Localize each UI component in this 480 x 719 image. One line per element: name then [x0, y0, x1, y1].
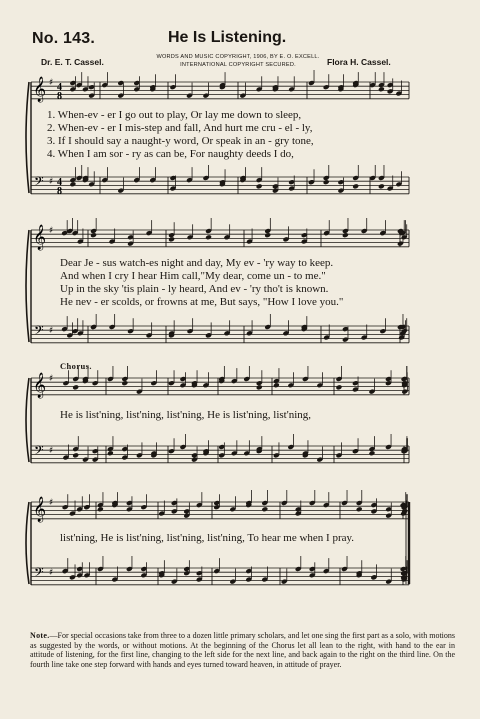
note-label: Note.	[30, 631, 50, 640]
system-3-treble-notehead	[336, 384, 343, 390]
hymn-title: He Is Listening.	[168, 29, 287, 46]
chorus-lyric: list'ning, He is list'ning, list'ning, list'ning, To hear me when I pray.	[60, 532, 355, 544]
composer-credit: Dr. E. T. Cassel.	[41, 57, 104, 67]
system-1-treble-timesig-bottom: 8	[57, 91, 62, 102]
system-4-brace	[26, 502, 29, 584]
system-2-treble-notehead	[90, 232, 97, 238]
system-3-bass-notehead	[72, 452, 79, 458]
copyright-line: INTERNATIONAL COPYRIGHT SECURED.	[180, 61, 296, 68]
system-1-bass-key-sharp: ♯	[49, 177, 54, 187]
performance-note	[30, 631, 455, 669]
verse-lyric: 1. When-ev - er I go out to play, Or lay me down to sleep,	[47, 109, 302, 121]
system-1-bass-notehead	[352, 183, 359, 189]
system-2-bass-key-sharp: ♯	[49, 326, 54, 336]
system-1-treble-treble-clef: 𝄞	[33, 77, 47, 102]
system-1-bass-notehead	[69, 181, 76, 187]
system-3-bass-bass-clef: 𝄢	[34, 443, 44, 461]
system-2-bass-bass-clef: 𝄢	[34, 323, 44, 341]
verse-lyric: Dear Je - sus watch-es night and day, My ev - 'ry way to keep.	[60, 257, 334, 269]
system-3-treble-notehead	[256, 384, 263, 390]
verse-lyric: 2. When-ev - er I mis-step and fall, And hurt me cru - el - ly,	[47, 122, 313, 134]
system-3-bass-notehead	[369, 450, 376, 456]
system-3-treble-notehead	[273, 382, 280, 388]
verse-lyric: And when I cry I hear Him call,"My dear, come un - to me."	[60, 270, 326, 282]
system-3-bass-key-sharp: ♯	[49, 446, 54, 456]
system-3-treble-key-sharp: ♯	[49, 374, 54, 384]
verse-lyric: 3. If I should say a naught-y word, Or speak in an - gry tone,	[47, 135, 314, 147]
system-4-treble-notehead	[356, 506, 363, 512]
verse-lyric: Up in the sky 'tis plain - ly heard, And ev - 'ry tho't is known.	[60, 283, 329, 295]
system-2-treble-notehead	[264, 232, 271, 238]
system-3-brace	[26, 378, 29, 462]
system-1-bass-notehead	[256, 183, 263, 189]
system-4-bass-key-sharp: ♯	[49, 568, 54, 578]
system-2-treble-notehead	[342, 232, 349, 238]
system-2-treble-treble-clef: 𝄞	[33, 225, 47, 250]
system-4-treble-key-sharp: ♯	[49, 498, 54, 508]
system-1-bass-bass-clef: 𝄢	[34, 174, 44, 192]
chorus-lyric: He is list'ning, list'ning, list'ning, He is list'ning, list'ning,	[60, 409, 312, 421]
system-1-bass-timesig-top: 4	[57, 177, 62, 188]
system-1-treble-timesig-top: 4	[57, 82, 62, 93]
system-4-treble-notehead	[97, 506, 104, 512]
verse-lyric: He nev - er scolds, or frowns at me, But says, "How I love you."	[60, 296, 344, 308]
system-1-bass-notehead	[378, 183, 385, 189]
system-4-treble-treble-clef: 𝄞	[33, 497, 47, 522]
chorus-label: Chorus.	[60, 361, 92, 371]
copyright-line: WORDS AND MUSIC COPYRIGHT, 1906, BY E. O. EXCELL.	[156, 54, 320, 60]
system-3-treble-notehead	[121, 380, 128, 386]
system-3-treble-notehead	[72, 384, 79, 390]
system-1-treble-notehead	[378, 86, 385, 92]
system-2-treble-key-sharp: ♯	[49, 226, 54, 236]
system-2-brace	[26, 230, 29, 342]
system-4-treble-notehead	[261, 506, 268, 512]
hymn-number: No. 143.	[32, 30, 95, 47]
author-credit: Flora H. Cassel.	[327, 57, 391, 67]
system-2-treble-notehead	[205, 234, 212, 240]
verse-lyric: 4. When I am sor - ry as can be, For naughty deeds I do,	[47, 148, 294, 160]
system-3-bass-notehead	[107, 450, 114, 456]
note-text: —For special occasions take from three to a dozen little primary scholars, and let one sing the first part as a solo, with motions as suggested by the words, or without motions. At the beginning of the Chorus let all lean to the right, with hand to the ear in attitude of listening, for the first line, changing to the left side for the next line, and back again to the right on the third line. On the fourth line take one step forward with hands and eyes turned toward heaven, in attitude of prayer.	[30, 631, 455, 669]
system-4-bass-bass-clef: 𝄢	[34, 565, 44, 583]
system-1-bass-notehead	[323, 179, 330, 185]
system-1-bass-timesig-bottom: 8	[57, 186, 62, 197]
system-2-treble-notehead	[168, 236, 175, 242]
system-3-treble-treble-clef: 𝄞	[33, 373, 47, 398]
system-1-brace	[26, 82, 29, 193]
system-1-treble-key-sharp: ♯	[49, 78, 54, 88]
